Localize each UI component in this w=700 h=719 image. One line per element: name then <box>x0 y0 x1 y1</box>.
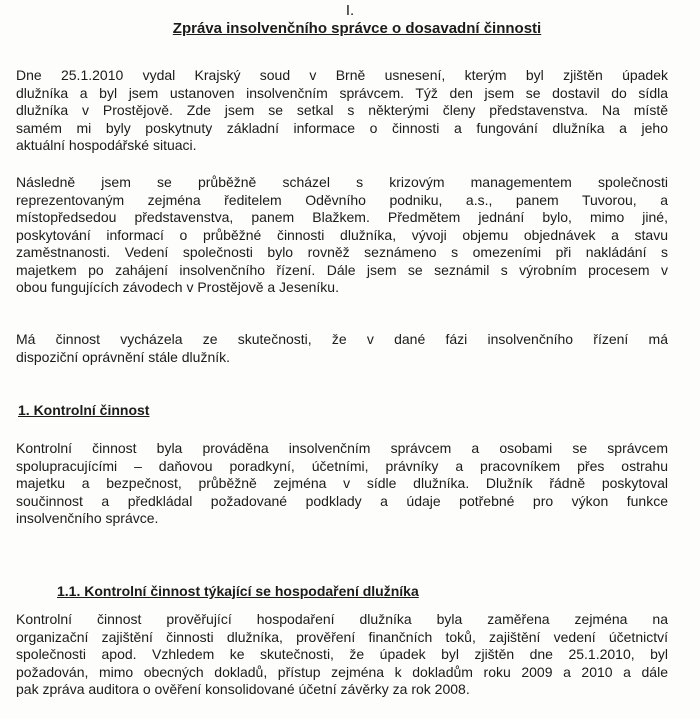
text-line: společnosti apod. Vzhledem ke skutečnosti, že úpadek byl zjištěn dne 25.1.2010, byl <box>16 646 668 662</box>
text-line: Následně jsem se průběžně scházel s krizovým managementem společnosti <box>16 174 668 190</box>
document-heading <box>0 3 700 38</box>
paragraph-management-meetings <box>16 174 668 297</box>
text-line: majetku a bezpečnost, průběžně zejména v sídle dlužníka. Dlužník řádně poskytoval <box>16 475 668 491</box>
document-title: Zpráva insolvenčního správce o dosavadní činnosti <box>172 20 542 37</box>
text-line: obou fungujících závodech v Prostějově a Jeseníku. <box>16 279 339 295</box>
text-line: Dne 25.1.2010 vydal Krajský soud v Brně usnesení, kterým byl zjištěn úpadek <box>16 67 668 83</box>
text-line: místopředsedou představenstva, panem Blažkem. Předmětem jednání bylo, mimo jiné, <box>16 209 668 225</box>
paragraph-control-activity <box>16 440 668 528</box>
text-line: zaměstnanosti. Vedení společnosti bylo rovněž seznámeno s omezeními při nakládání s <box>16 244 668 260</box>
text-line: reprezentovaným zejména ředitelem Oděvního podniku, a.s., panem Tuvorou, a <box>16 191 668 208</box>
text-line: dispoziční oprávnění stále dlužník. <box>16 348 231 365</box>
section-heading-control: 1. Kontrolní činnost <box>18 402 150 418</box>
text-line: spolupracujícími – daňovou poradkyní, účetními, právníky a pracovníkem přes ostrahu <box>16 457 668 474</box>
text-line: požadován, mimo obecných dokladů, přístup zejména k dokladům roku 2009 a 2010 a dále <box>16 663 668 680</box>
paragraph-economy-control <box>16 611 668 699</box>
paragraph-appointment <box>16 67 668 155</box>
text-line: poskytování informací o průběžné činnosti dlužníka, vývoji objemu objednávek a stavu <box>16 226 668 243</box>
section-heading-economy-control: 1.1. Kontrolní činnost týkající se hospodaření dlužníka <box>57 583 419 599</box>
chapter-number: I. <box>345 2 355 19</box>
text-line: pak zpráva auditora o ověření konsolidované účetní závěrky za rok 2008. <box>16 681 470 697</box>
text-line: součinnost a předkládal požadované podklady a údaje potřebné pro výkon funkce <box>16 492 668 509</box>
text-line: organizační zajištění činnosti dlužníka, prověření finančních toků, zajištění vedení účetnictví <box>16 628 668 645</box>
text-line: Kontrolní činnost prověřující hospodaření dlužníka byla zaměřena zejména na <box>16 611 668 627</box>
text-line: Kontrolní činnost byla prováděna insolvenčním správcem a osobami se správcem <box>16 440 668 456</box>
text-line: aktuální hospodářské situaci. <box>16 137 197 153</box>
text-line: dlužníka a byl jsem ustanoven insolvenčním správcem. Týž den jsem se dostavil do sídla <box>16 84 668 101</box>
text-line: majetkem po zahájení insolvenčního řízení. Dále jsem se seznámil s výrobním procesem v <box>16 261 668 278</box>
text-line: dlužníka v Prostějově. Zde jsem se setkal s některými členy představenstva. Na místě <box>16 102 668 118</box>
text-line: Má činnost vycházela ze skutečnosti, že v dané fázi insolvenčního řízení má <box>16 331 668 347</box>
text-line: samém mi byly poskytnuty základní informace o činnosti a fungování dlužníka a jeho <box>16 119 668 136</box>
text-line: insolvenčního správce. <box>16 510 159 526</box>
paragraph-disposition <box>16 331 668 366</box>
